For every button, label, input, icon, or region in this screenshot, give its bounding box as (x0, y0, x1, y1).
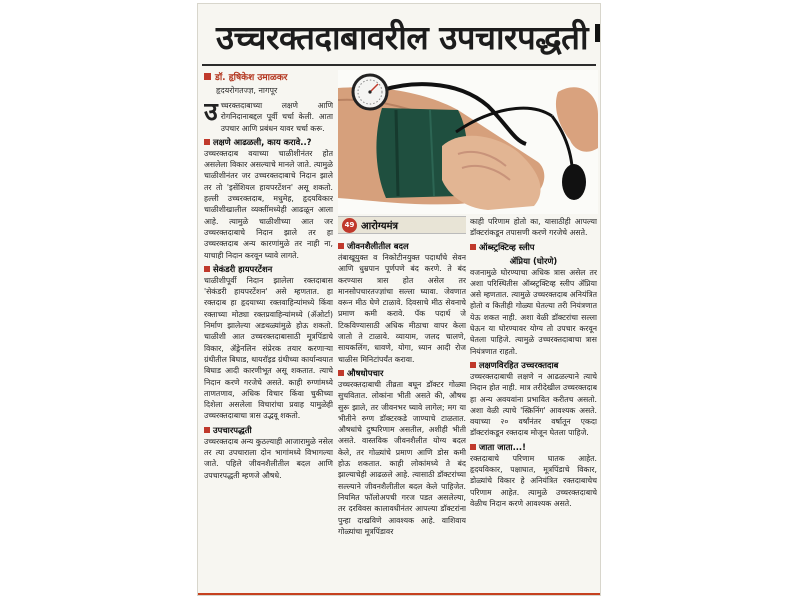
intro-text: च्चरक्तदाबाच्या लक्षणे आणि रोगनिदानाबद्दल पूर्वी चर्चा केली. आता उपचार आणि प्रबंधन यावर चर्चा करू. (220, 101, 333, 133)
section-heading (204, 263, 333, 275)
author-name: डॉ. हृषिकेश उमाळकर (215, 73, 288, 83)
square-bullet-icon (470, 244, 476, 250)
square-bullet-icon (470, 362, 476, 368)
article-column-2 (338, 238, 466, 590)
section-heading-text: औषधोपचार (347, 367, 384, 378)
column-badge: 49 (342, 218, 357, 233)
section-heading (338, 240, 466, 252)
section-heading (338, 367, 466, 379)
headline: उच्चरक्तदाबावरील उपचारपद्धती (216, 18, 588, 57)
square-bullet-icon (204, 139, 210, 145)
section-heading (470, 241, 597, 253)
section-body: उच्चरक्तदाबाची तीव्रता बघून डॉक्टर गोळ्या सुचवितात. लोकांना भीती असते की, औषध सुरू झाले, तर जीवनभर घ्यावे लागेल; मग या भीतीने रुग्ण डॉक्टरकडे जाण्याचे टाळतात. औषधांचे दुष्परिणाम असतील, अशीही भीती असते. वास्तविक जीवनशैलीत योग्य बदल केले, तर गोळ्यांचे प्रमाण आणि डोस कमी होऊ शकतात. काही लोकांमध्ये ते बंद झाल्याचेही आढळले आहे. त्यासाठी डॉक्टरांच्या सल्ल्याने जीवनशैलीतील बदल केले पाहिजेत. नियमित फॉलोअपची गरज पडत असलेल्या, तर दरविवस कालावधीनंतर आपल्या डॉक्टरांना पुन्हा दाखविणे आवश्यक आहे. वाशिवाय गोळ्यांचा मूत्रपिंडावर (338, 379, 466, 536)
column-label (338, 216, 466, 234)
section-body: उच्चरक्तदाब अन्य कुठल्याही आजारामुळे नसेल तर त्या उपचाराला दोन भागांमध्ये विभागल्या जाते. पहिले जीवनशैलीतील बदल आणि उपचारपद्धती म्हणजे औषधे. (204, 436, 333, 480)
section-body: उच्चरक्तदाबाची लक्षणे न आढळल्याने त्याचे निदान होत नाही. मात्र तरीदेखील उच्चरक्तदाब हा अन्य अवयवांना प्रभावित करीतच असतो. अशा वेळी त्याचे 'स्क्रिनिंग' आवश्यक असते. वयाच्या २० वर्षांनंतर वर्षातून एकदा डॉक्टरांकडून रक्तदाब मोजून घेतला पाहिजे. (470, 371, 597, 438)
page-edge-mark (595, 24, 600, 42)
author-title: हृदयरोगतज्ज्ञ, नागपूर (216, 86, 278, 95)
section-heading (204, 424, 333, 436)
section-heading (204, 136, 333, 148)
bp-cuff-illustration (338, 70, 598, 214)
section-heading-text: ऑब्स्ट्रक्टिव्ह स्लीप (479, 241, 535, 252)
square-bullet-icon (338, 243, 344, 249)
square-bullet-icon (204, 427, 210, 433)
continued-text: काही परिणाम होतो का, यासाठीही आपल्या डॉक्टरांकडून तपासणी करणे गरजेचे असते. (470, 217, 597, 238)
intro-paragraph (204, 100, 333, 134)
bp-measurement-photo (338, 70, 598, 214)
column-label-text: आरोग्यमंत्र (361, 221, 399, 232)
section-body: उच्चरक्तदाब वयाच्या चाळीशीनंतर होत असलेला विकार असल्याचे मानले जाते. त्यामुळे चाळीशीनंतर जर उच्चरक्तदाबाचे निदान झाले तर तो 'इसेंशियल हायपरटेंशन' असू शकतो. हल्ली उच्चरक्तदाब, मधुमेह, हृदयविकार चाळीशीखालील व्यक्तींमध्येही आढळून आला आहे. त्यामुळे चाळीशीच्या आत जर उच्चरक्तदाबाचे निदान झाले तर हा उच्चरक्तदाब अन्य कारणांमुळे तर नाही ना, याचाही निदान करवून घ्यावे लागते. (204, 148, 333, 260)
section-heading-text: लक्षणविरहित उच्चरक्तदाब (479, 359, 559, 370)
bottom-rule (198, 593, 601, 596)
section-heading-line-2: ॲप्निया (घोरणे) (509, 255, 558, 266)
section-heading-text: उपचारपद्धती (213, 424, 252, 435)
byline (204, 72, 344, 96)
section-heading-text: जाता जाता...! (479, 441, 526, 452)
byline-author-row (204, 72, 344, 85)
section-heading-text: लक्षणे आढळली, काय करावे..? (213, 136, 312, 147)
section-body: वजनामुळे घोरण्याचा अधिक त्रास असेल तर अशा परिस्थितीस ऑब्स्ट्रक्टिव्ह स्लीप ॲप्निया असे म्हणतात. त्यामुळे उच्चरक्तदाब अनियंत्रित होतो व कितीही गोळ्या घेतल्या तरी नियंत्रणात येऊ शकत नाही. अशा वेळी डॉक्टरांचा सल्ला घेऊन या घोरण्यावर योग्य तो उपचार करवून घेतला पाहिजे. त्यामुळे उच्चरक्तदाबाचा त्रास नियंत्रणात राहतो. (470, 267, 597, 356)
square-bullet-icon (204, 73, 211, 80)
section-heading (470, 359, 597, 371)
article-column-3 (470, 216, 597, 590)
newspaper-clipping (197, 3, 601, 596)
pump-bulb-icon (562, 164, 586, 200)
section-heading (470, 441, 597, 453)
article-column-1 (204, 100, 333, 590)
drop-cap: उ (204, 100, 218, 126)
headline-rule (202, 64, 596, 66)
section-heading-text: सेकंडरी हायपरटेंशन (213, 263, 273, 274)
section-heading-text: जीवनशैलीतील बदल (347, 241, 409, 251)
square-bullet-icon (338, 370, 344, 376)
square-bullet-icon (204, 266, 210, 272)
section-body: तंबाखूयुक्त व निकोटीनयुक्त पदार्थांचे सेवन आणि धुम्रपान पूर्णपणे बंद करणे. ते बंद करण्यास त्रास होत असेल तर मानसोपचारतज्ज्ञांचा सल्ला घ्यावा. जेवणात वरून मीठ घेणे टाळावे. दिवसाचे मीठ सेवनाचे प्रमाण कमी करावे. पॅक पदार्थ जे टिकविण्यासाठी अधिक मीठाचा वापर केला जातो ते टाळावे. व्यायाम, जलद चालणे, सायकलिंग, धावणे, योगा, ध्यान आदी रोज चाळीस मिनिटांपर्यंत करावा. (338, 253, 466, 364)
section-body: चाळीशीपूर्वी निदान झालेला रक्तदाबास 'सेकंडरी हायपरटेंशन' असे म्हणतात. हा रक्तदाब हा हृदयाच्या रक्तवाहिन्यांमध्ये किंवा रक्ताच्या मोठ्या रक्तप्रवाहिन्यांमध्ये (ॲओर्टा) निर्माण झालेल्या अडथळ्यांमुळे होऊ शकतो. चाळीशी आत उच्चरक्तदाबासाठी मूत्रपिंडाचे विकार, ॲड्रेनलिन संप्रेरक तयार करणाऱ्या ग्रंथीतील बिघाड, थायरॉइड ग्रंथीच्या कार्यान्वयात बिघाड आदी कारणीभूत असू शकतात. त्याचे निदान करणे गरजेचे असते. काही रुग्णांमध्ये ताणतणाव, अधिक विचार किंवा चुकीच्या दिशेला असलेला विचारांचा प्रवाह यामुळेही उच्चरक्तदाबाचा त्रास उद्भवू शकतो. (204, 275, 333, 421)
section-body: रक्तदाबाचे परिणाम घातक आहेत. हृदयविकार, पक्षाघात, मूत्रपिंडाचे विकार, डोळ्यांचे विकार हे अनियंत्रित रक्तदाबाचेच परिणाम आहेत. त्यामुळे उच्चरक्तदाबाचे वेळीच निदान करणे आवश्यक असते. (470, 453, 597, 508)
square-bullet-icon (470, 444, 476, 450)
